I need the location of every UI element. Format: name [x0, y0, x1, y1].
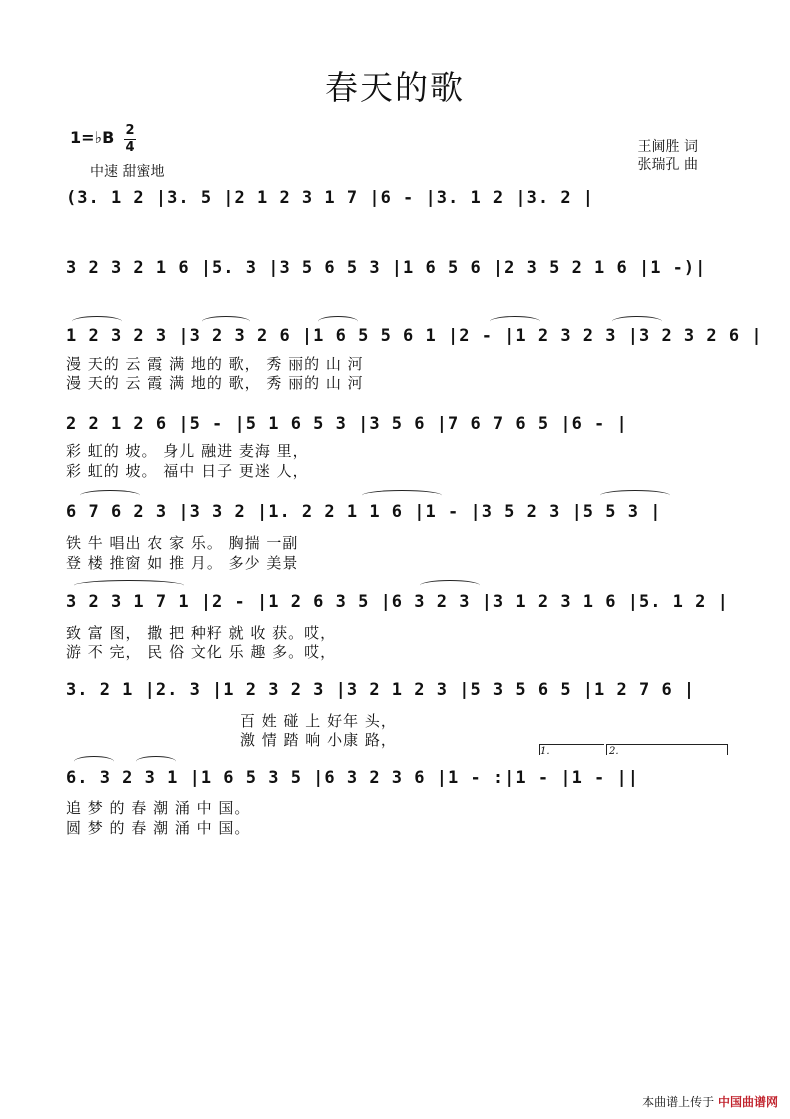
score-row-4: 2 2 1 2 6 |5 - |5 1 6 5 3 |3 5 6 |7 6 7 6 5 |6 - | — [66, 414, 628, 434]
lyric-row-8-v1: 追 梦 的 春 潮 涌 中 国。 — [66, 799, 251, 817]
volta-2: 2. — [609, 746, 619, 757]
site-logo[interactable]: 中国曲谱网 — [717, 1095, 778, 1109]
slur — [420, 580, 480, 591]
score-row-1: (3. 1 2 |3. 5 |2 1 2 3 1 7 |6 - |3. 1 2 |3. 2 | — [66, 188, 595, 208]
slur — [600, 490, 670, 501]
composer-credit: 张瑞孔 曲 — [637, 157, 698, 173]
lyric-row-4-v1: 彩 虹的 坡。 身儿 融进 麦海 里， — [66, 442, 309, 460]
slur — [80, 490, 140, 501]
score-row-6: 3 2 3 1 7 1 |2 - |1 2 6 3 5 |6 3 2 3 |3 1 2 3 1 6 |5. 1 2 | — [66, 592, 729, 612]
slur — [612, 316, 662, 327]
tempo-marking: 中速 甜蜜地 — [90, 164, 165, 180]
lyric-row-6-v2: 游 不 完， 民 俗 文化 乐 趣 多。哎， — [66, 643, 337, 661]
volta-bracket-1 — [539, 744, 604, 755]
footer-credit — [642, 1093, 778, 1110]
slur — [490, 316, 540, 327]
slur — [318, 316, 358, 327]
meter-bottom: 4 — [125, 140, 135, 155]
slur — [202, 316, 250, 327]
score-row-3: 1 2 3 2 3 |3 2 3 2 6 |1 6 5 5 6 1 |2 - |1 2 3 2 3 |3 2 3 2 6 | — [66, 326, 763, 346]
score-row-7: 3. 2 1 |2. 3 |1 2 3 2 3 |3 2 1 2 3 |5 3 5 6 5 |1 2 7 6 | — [66, 680, 696, 700]
score-row-2: 3 2 3 2 1 6 |5. 3 |3 5 6 5 3 |1 6 5 6 |2 3 5 2 1 6 |1 -)| — [66, 258, 707, 278]
volta-bracket-2 — [606, 744, 728, 755]
meter-top: 2 — [125, 123, 135, 138]
slur — [74, 756, 114, 767]
slur — [136, 756, 176, 767]
footer-text: 本曲谱上传于 — [642, 1095, 715, 1109]
slur — [362, 490, 442, 501]
volta-1: 1. — [540, 746, 550, 757]
lyric-row-8-v2: 圆 梦 的 春 潮 涌 中 国。 — [66, 819, 251, 837]
lyricist-credit: 王阃胜 词 — [637, 139, 698, 155]
lyric-row-4-v2: 彩 虹的 坡。 福中 日子 更迷 人， — [66, 462, 309, 480]
lyric-row-5-v2: 登 楼 推窗 如 推 月。 多少 美景 — [66, 554, 299, 572]
score-row-8: 6. 3 2 3 1 |1 6 5 3 5 |6 3 2 3 6 |1 - :|1 - |1 - || — [66, 768, 639, 788]
lyric-row-6-v1: 致 富 图， 撒 把 种籽 就 收 获。哎， — [66, 624, 337, 642]
slur — [74, 580, 184, 591]
page-title: 春天的歌 — [325, 68, 465, 107]
key-signature: 1=♭B — [70, 128, 115, 147]
lyric-row-7-v1: 百 姓 碰 上 好年 头， — [240, 712, 397, 730]
lyric-row-5-v1: 铁 牛 唱出 农 家 乐。 胸揣 一副 — [66, 534, 299, 552]
lyric-row-7-v2: 激 情 踏 响 小康 路， — [240, 731, 397, 749]
score-row-5: 6 7 6 2 3 |3 3 2 |1. 2 2 1 1 6 |1 - |3 5 2 3 |5 5 3 | — [66, 502, 662, 522]
lyric-row-3-v2: 漫 天的 云 霞 满 地的 歌， 秀 丽的 山 河 — [66, 374, 364, 392]
lyric-row-3-v1: 漫 天的 云 霞 满 地的 歌， 秀 丽的 山 河 — [66, 355, 364, 373]
slur — [72, 316, 122, 327]
time-signature — [124, 124, 136, 155]
